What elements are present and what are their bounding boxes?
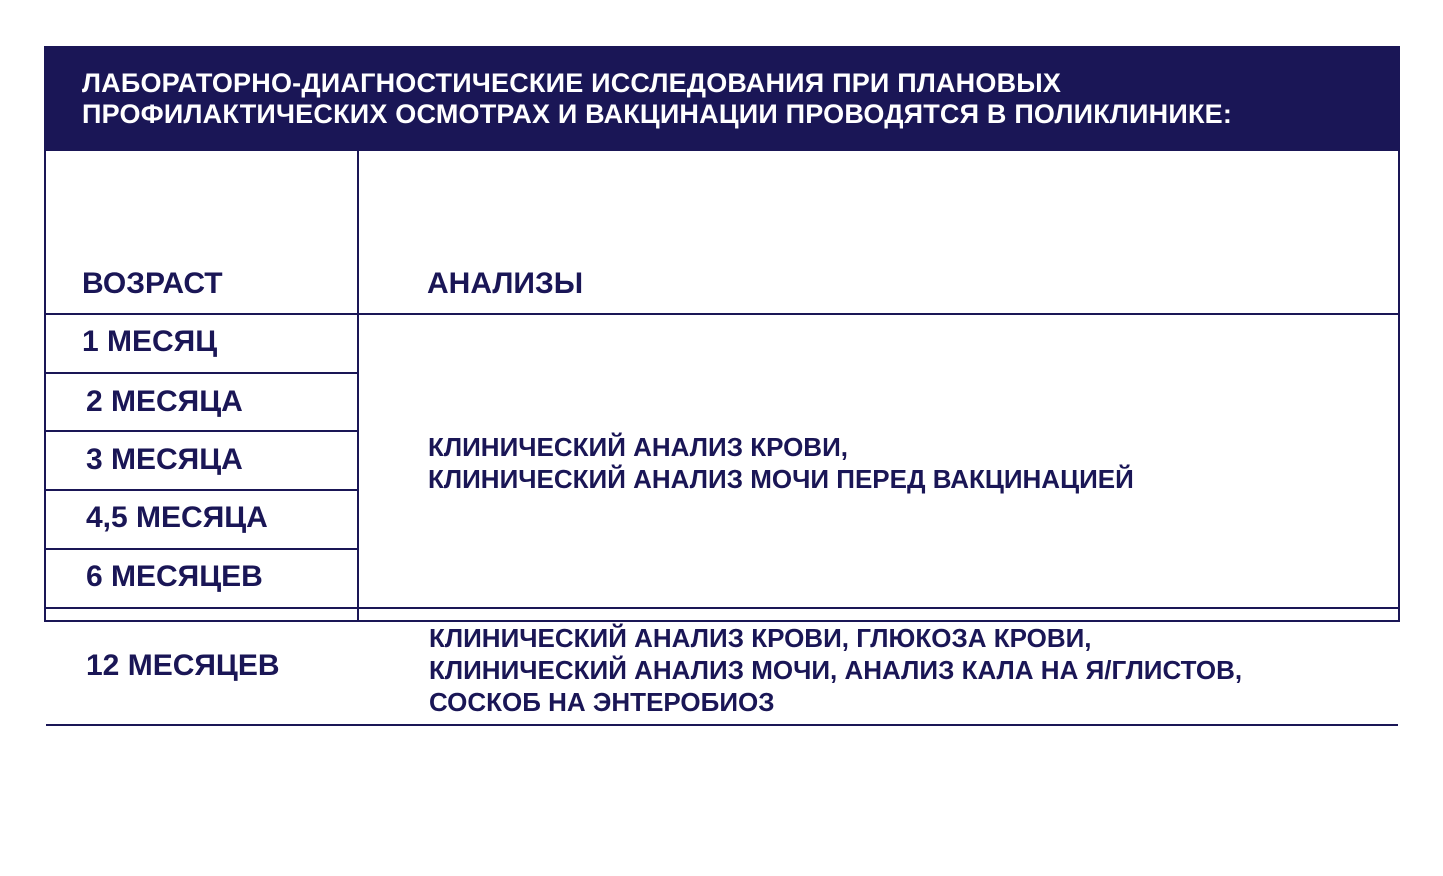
- row-divider: [46, 724, 1398, 726]
- row-divider: [46, 372, 357, 374]
- tests-group-1-line-2: КЛИНИЧЕСКИЙ АНАЛИЗ МОЧИ ПЕРЕД ВАКЦИНАЦИЕЙ: [428, 464, 1134, 494]
- table-header: [44, 46, 1400, 151]
- age-cell: 12 МЕСЯЦЕВ: [86, 649, 280, 682]
- column-header-age: ВОЗРАСТ: [82, 267, 223, 300]
- age-cell: 2 МЕСЯЦА: [86, 385, 243, 418]
- tests-group-2-line-2: КЛИНИЧЕСКИЙ АНАЛИЗ МОЧИ, АНАЛИЗ КАЛА НА Я/ГЛИСТОВ,: [429, 655, 1243, 685]
- table-body: [44, 151, 1400, 717]
- age-cell: 1 МЕСЯЦ: [82, 325, 218, 358]
- table-title-line-1: ЛАБОРАТОРНО-ДИАГНОСТИЧЕСКИЕ ИССЛЕДОВАНИЯ ПРИ ПЛАНОВЫХ: [82, 68, 1062, 98]
- tests-group-2-line-3: СОСКОБ НА ЭНТЕРОБИОЗ: [429, 687, 775, 717]
- row-divider: [46, 607, 1398, 609]
- age-cell: 6 МЕСЯЦЕВ: [86, 560, 263, 593]
- tests-group-2-line-1: КЛИНИЧЕСКИЙ АНАЛИЗ КРОВИ, ГЛЮКОЗА КРОВИ,: [429, 623, 1092, 653]
- age-cell: 4,5 МЕСЯЦА: [86, 501, 268, 534]
- row-divider: [46, 430, 357, 432]
- row-divider: [46, 313, 1398, 315]
- age-cell: 3 МЕСЯЦА: [86, 443, 243, 476]
- row-divider: [46, 548, 357, 550]
- row-divider: [46, 489, 357, 491]
- tests-group-1-line-1: КЛИНИЧЕСКИЙ АНАЛИЗ КРОВИ,: [428, 432, 848, 462]
- column-header-tests: АНАЛИЗЫ: [427, 267, 584, 300]
- column-divider: [357, 151, 359, 620]
- table-title-line-2: ПРОФИЛАКТИЧЕСКИХ ОСМОТРАХ И ВАКЦИНАЦИИ ПРОВОДЯТСЯ В ПОЛИКЛИНИКЕ:: [82, 99, 1233, 129]
- lab-tests-table: [44, 46, 1400, 717]
